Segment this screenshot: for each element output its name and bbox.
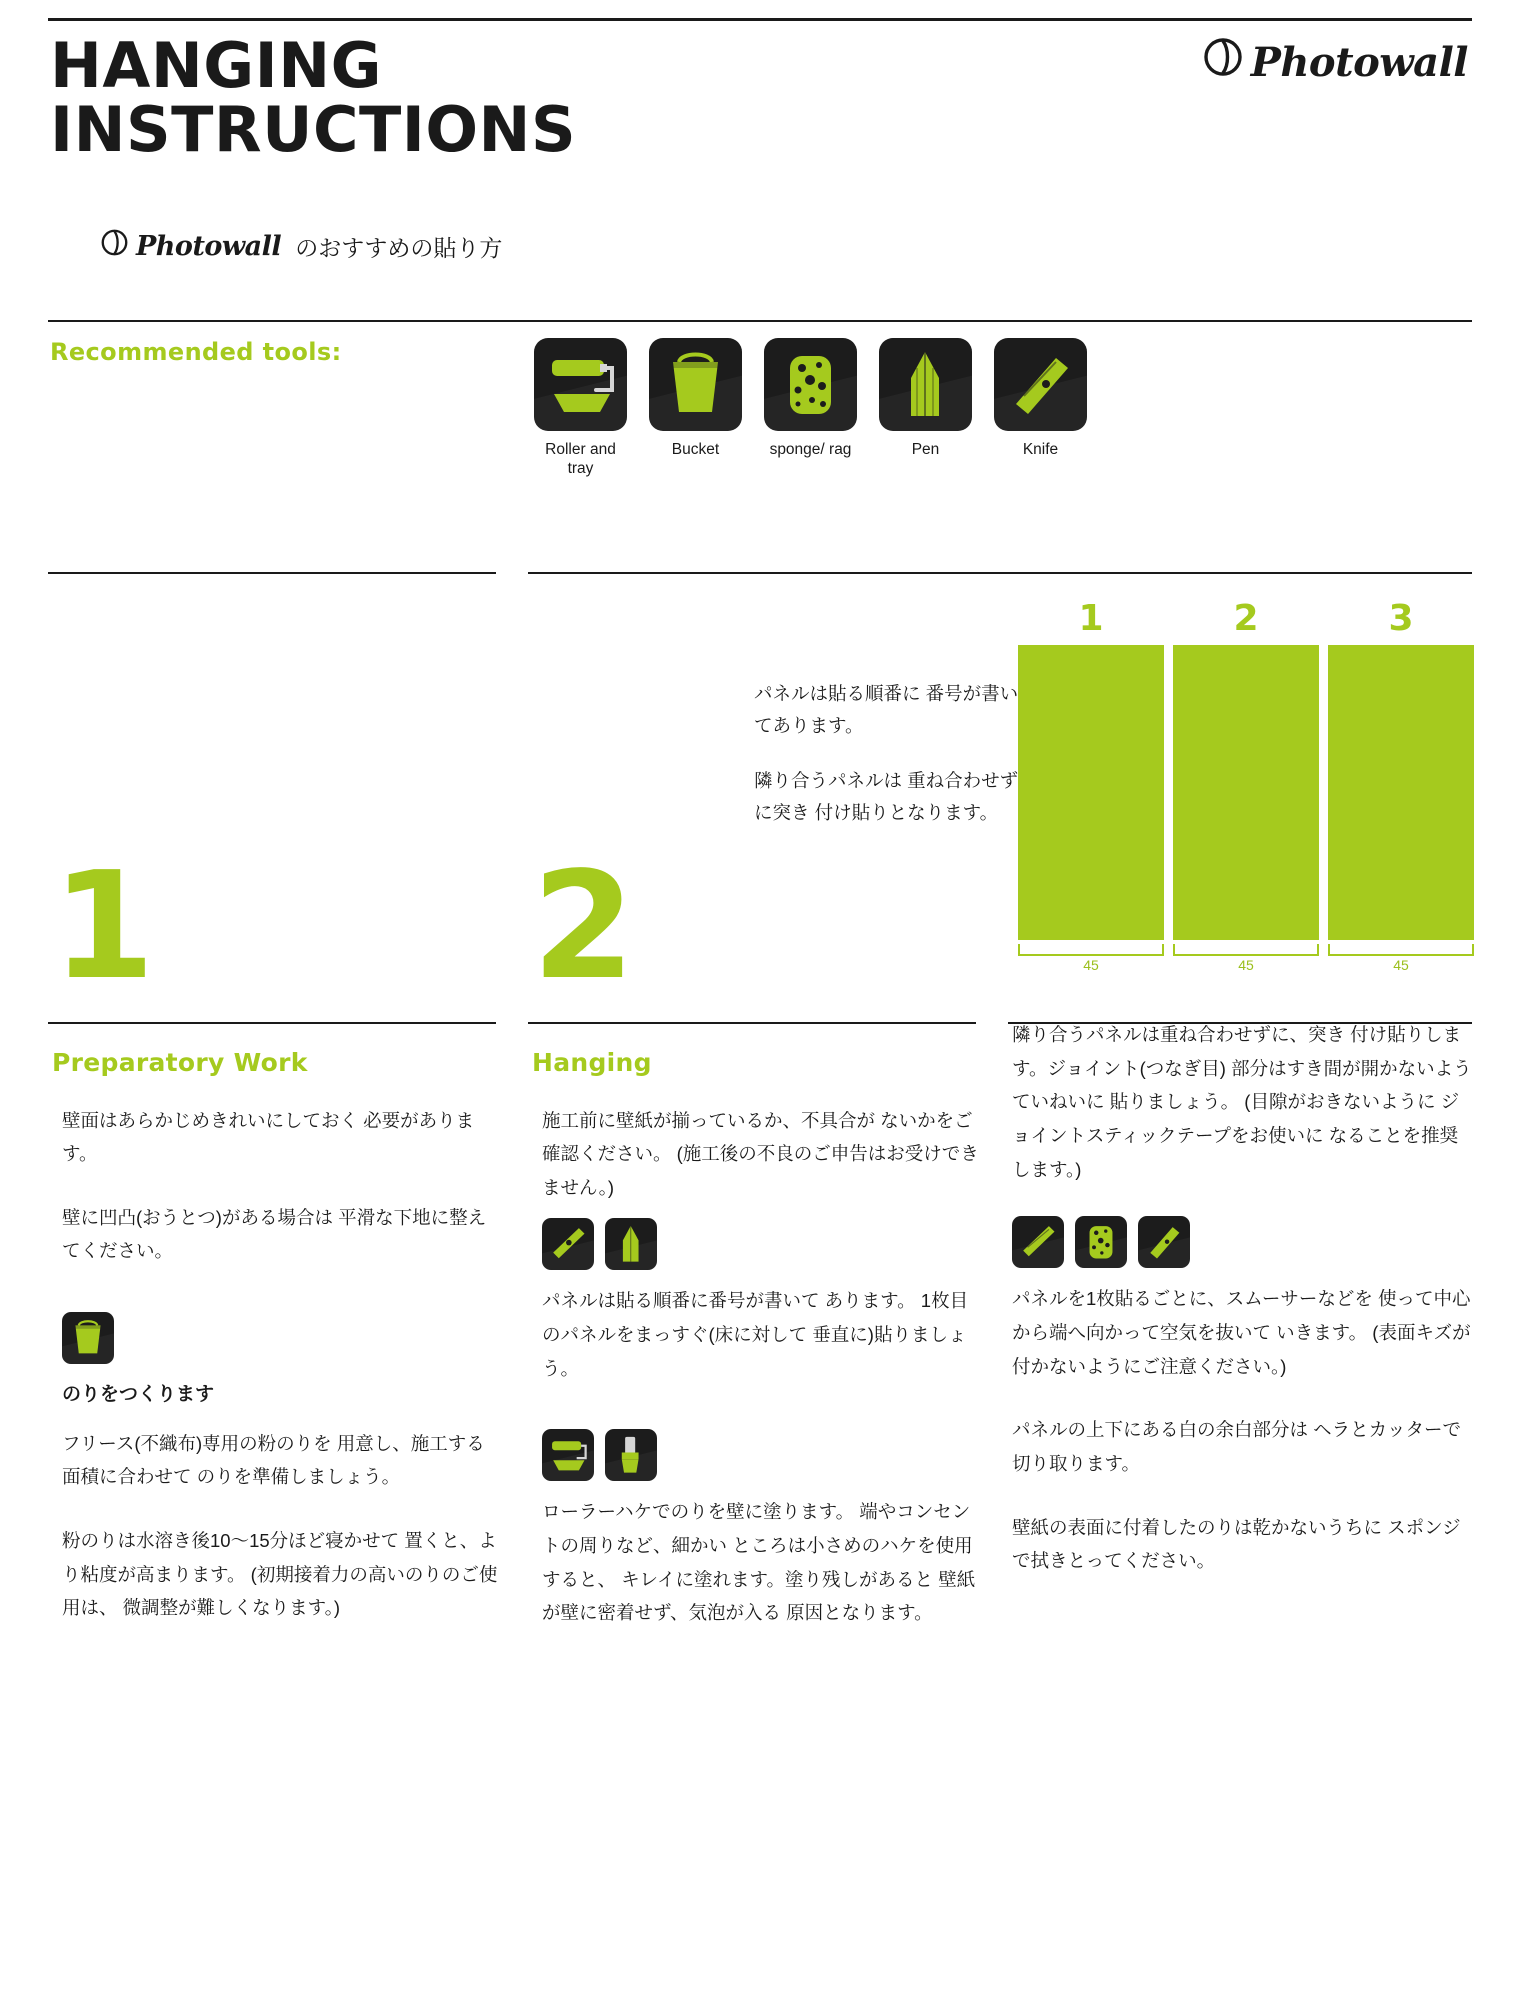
knife-icon	[994, 338, 1087, 431]
subtitle-row	[100, 228, 502, 264]
column-jointing	[1012, 1018, 1476, 1578]
title-line-2: INSTRUCTIONS	[50, 92, 577, 166]
column-1-divider	[48, 1022, 496, 1024]
tool-roller-and-tray	[534, 338, 627, 479]
step-number-1: 1	[52, 840, 155, 1012]
dimension-brace	[1328, 944, 1474, 956]
column-1-subheading: のりをつくります	[62, 1384, 215, 1406]
roller-and-tray-icon	[542, 1429, 594, 1481]
knife-icon	[1138, 1216, 1190, 1268]
brush-icon	[605, 1429, 657, 1481]
paragraph: ローラーハケでのりを壁に塗ります。 端やコンセントの周りなど、細かい ところは小さめのハケを使用すると、 キレイに塗れます。塗り残しがあると 壁紙が壁に密着せず、気泡が入る 原因となります。	[542, 1501, 976, 1624]
dimension-label: 45	[1083, 957, 1099, 973]
panel-note-2: 隣り合うパネルは 重ね合わせずに突き 付け貼りとなります。	[754, 769, 1019, 824]
panel-swatch	[1173, 645, 1319, 940]
paragraph: フリース(不織布)専用の粉のりを 用意し、施工する面積に合わせて のりを準備しましょう。	[62, 1432, 485, 1488]
bucket-icon	[62, 1312, 114, 1364]
smoother-icon	[1012, 1216, 1064, 1268]
panel-swatch	[1018, 645, 1164, 940]
tool-sponge-rag	[764, 338, 857, 479]
photowall-logo-word: Photowall	[1250, 38, 1468, 86]
tool-caption: Roller and tray	[545, 441, 616, 478]
tool-caption: Bucket	[671, 441, 720, 458]
dimension-label: 45	[1238, 957, 1254, 973]
panel-note-1: パネルは貼る順番に 番号が書いてあります。	[754, 683, 1019, 737]
step-number-2: 2	[532, 840, 635, 1012]
sponge-rag-icon	[764, 338, 857, 431]
panel-number: 2	[1233, 598, 1259, 639]
section-divider-left	[48, 572, 496, 574]
column-preparatory-work	[52, 1040, 502, 1625]
tool-caption: Knife	[1022, 441, 1059, 458]
photowall-logo-word-inline: Photowall	[136, 230, 282, 262]
roller-and-tray-icon	[534, 338, 627, 431]
bucket-icon	[649, 338, 742, 431]
column-1-heading: Preparatory Work	[52, 1048, 308, 1077]
column-hanging	[532, 1040, 982, 1630]
column-3-icons	[1012, 1216, 1476, 1268]
title-line-1: HANGING	[50, 29, 382, 102]
section-divider-right	[528, 572, 1472, 574]
paragraph: パネルは貼る順番に番号が書いて あります。 1枚目のパネルをまっすぐ(床に対して 垂直に)貼りましょう。	[542, 1290, 969, 1379]
top-divider	[48, 18, 1472, 21]
column-3-body	[1012, 1018, 1476, 1578]
column-2-body	[532, 1104, 982, 1631]
paragraph: 施工前に壁紙が揃っているか、不具合が ないかをご確認ください。 (施工後の不良のご申告はお受けできません。)	[542, 1109, 979, 1198]
panel-diagram-note	[754, 678, 1024, 830]
photowall-logo-top	[1202, 36, 1468, 88]
dimension-brace	[1018, 944, 1164, 956]
column-1-body	[52, 1104, 502, 1625]
photowall-logo-mark	[1202, 36, 1244, 88]
subtitle-text: のおすすめの貼り方	[295, 234, 503, 261]
level-icon	[542, 1218, 594, 1270]
tool-caption: Pen	[911, 441, 940, 458]
tools-divider	[48, 320, 1472, 322]
paragraph: 壁紙の表面に付着したのりは乾かないうちに スポンジで拭きとってください。	[1012, 1516, 1461, 1572]
paragraph: 壁に凹凸(おうとつ)がある場合は 平滑な下地に整えてください。	[62, 1206, 487, 1262]
paragraph: 隣り合うパネルは重ね合わせずに、突き 付け貼りします。ジョイント(つなぎ目) 部分はすき間が開かないようていねいに 貼りましょう。 (目隙がおきないように ジョイントスティックテープをお使いに なることを推奨します。)	[1012, 1024, 1472, 1180]
panel-dimension	[1328, 944, 1474, 978]
panel-numbers	[1018, 598, 1474, 639]
photowall-logo-mark-inline	[100, 228, 129, 264]
photowall-logo-inline	[100, 228, 281, 264]
paragraph: 粉のりは水溶き後10〜15分ほど寝かせて 置くと、より粘度が高まります。 (初期接着力の高いのりのご使用は、 微調整が難しくなります。)	[62, 1530, 498, 1619]
panel-diagram	[1018, 645, 1474, 940]
column-2-divider	[528, 1022, 976, 1024]
tool-pen	[879, 338, 972, 479]
sponge-rag-icon	[1075, 1216, 1127, 1268]
tool-bucket	[649, 338, 742, 479]
paragraph: パネルの上下にある白の余白部分は ヘラとカッターで切り取ります。	[1012, 1419, 1461, 1474]
panel-dimension	[1173, 944, 1319, 978]
dimension-brace	[1173, 944, 1319, 956]
tool-caption: sponge/ rag	[769, 441, 852, 458]
panel-dimensions	[1018, 944, 1474, 978]
panel-number: 3	[1388, 598, 1414, 639]
panel-number: 1	[1078, 598, 1104, 639]
tool-knife	[994, 338, 1087, 479]
tools-label: Recommended tools:	[50, 338, 342, 366]
panel-dimension	[1018, 944, 1164, 978]
column-2-icons-1	[532, 1218, 982, 1270]
column-2-icons-2	[532, 1429, 982, 1481]
pen-icon	[605, 1218, 657, 1270]
panel-swatch	[1328, 645, 1474, 940]
column-2-heading: Hanging	[532, 1048, 652, 1077]
page-title	[50, 29, 577, 166]
column-1-icons	[52, 1312, 502, 1364]
paragraph: 壁面はあらかじめきれいにしておく 必要があります。	[62, 1109, 475, 1165]
pen-icon	[879, 338, 972, 431]
dimension-label: 45	[1393, 957, 1409, 973]
paragraph: パネルを1枚貼るごとに、スムーサーなどを 使って中心から端へ向かって空気を抜いて いきます。 (表面キズが付かないようにご注意ください。)	[1012, 1288, 1471, 1377]
tools-row	[534, 338, 1087, 479]
